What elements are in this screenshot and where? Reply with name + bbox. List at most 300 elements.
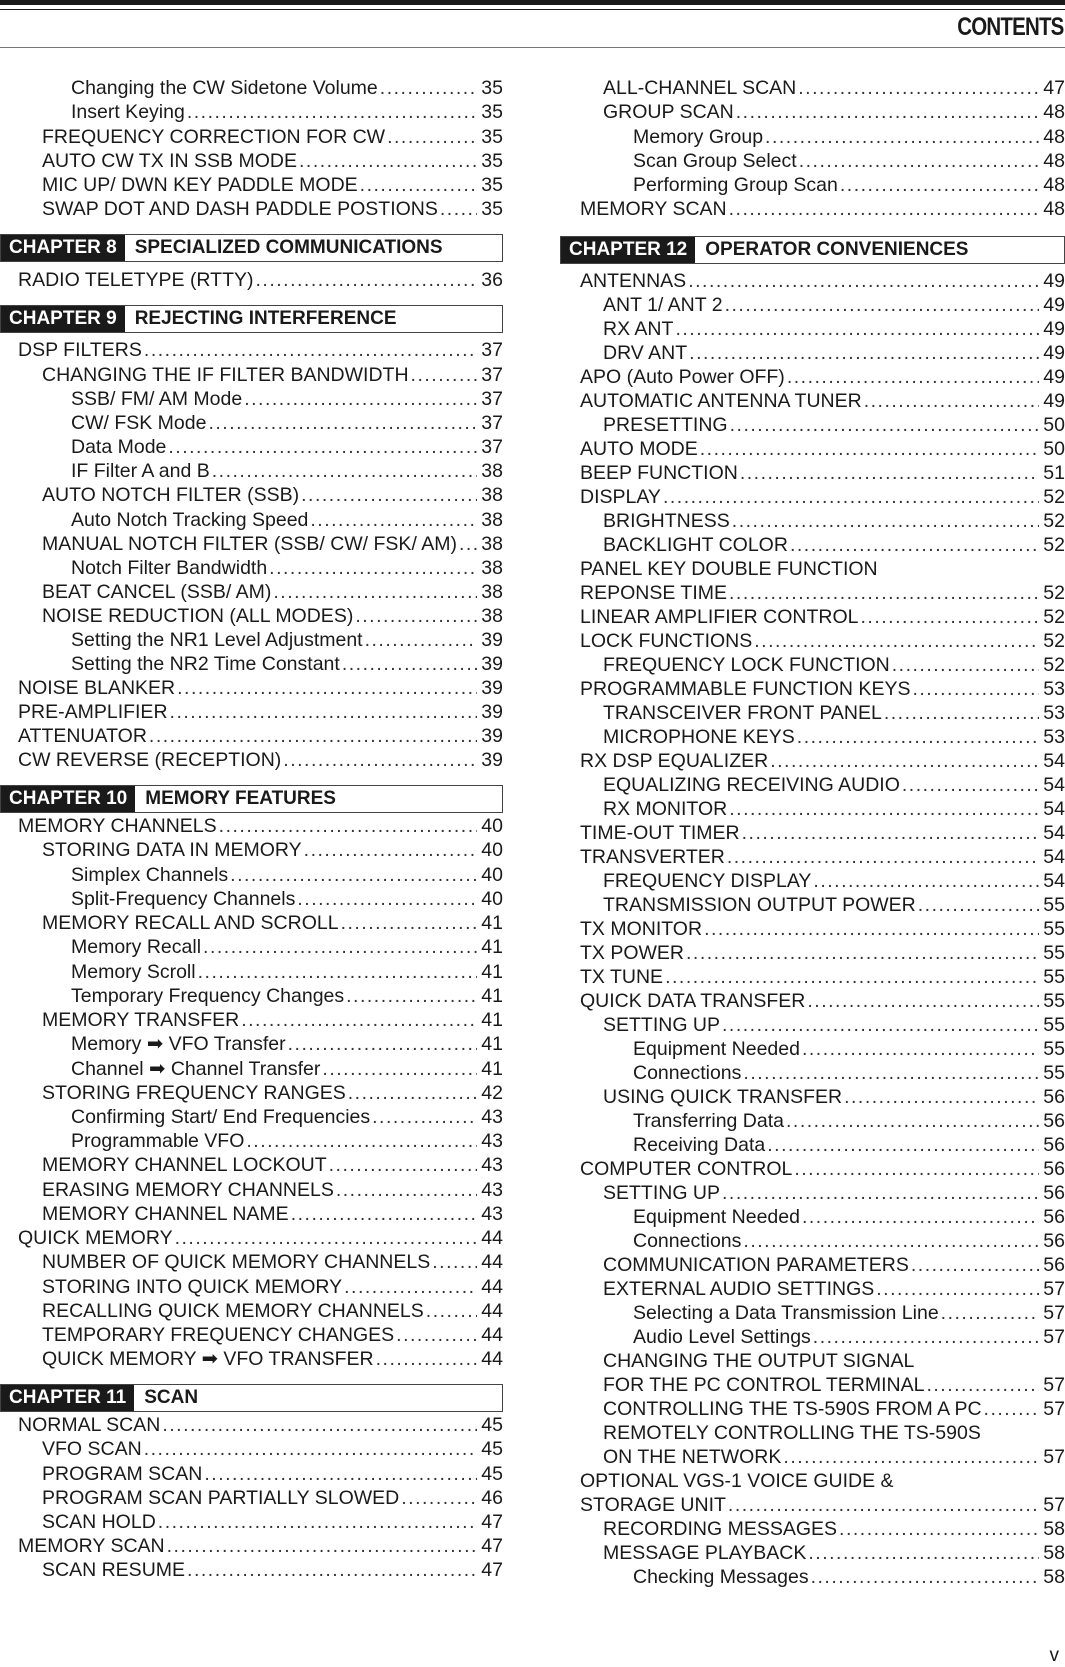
- toc-entry[interactable]: [560, 941, 1065, 965]
- toc-entry[interactable]: [560, 437, 1065, 461]
- leader-dots: [360, 173, 477, 197]
- toc-entry-title: DSP FILTERS: [18, 339, 142, 361]
- toc-page-number: 56: [1043, 1254, 1065, 1276]
- toc-entry-title: TX TUNE: [580, 966, 664, 988]
- toc-page-number: 42: [481, 1082, 503, 1104]
- toc-entry[interactable]: [0, 1462, 503, 1486]
- toc-entry-title: Scan Group Select: [633, 150, 797, 172]
- toc-page-number: 54: [1043, 798, 1065, 820]
- toc-entry[interactable]: [560, 149, 1065, 173]
- toc-entry[interactable]: [560, 1325, 1065, 1349]
- toc-page-number: 44: [481, 1300, 503, 1322]
- chapter-title: SCAN: [144, 1387, 199, 1408]
- toc-entry[interactable]: [0, 1178, 503, 1202]
- toc-entry-title: Setting the NR2 Time Constant: [71, 653, 340, 675]
- chapter-title: MEMORY FEATURES: [145, 788, 336, 809]
- leader-dots: [219, 814, 477, 838]
- toc-entry-title: Memory Recall: [71, 936, 202, 958]
- leader-dots: [675, 317, 1039, 341]
- toc-page-number: 47: [481, 1559, 503, 1581]
- toc-entry[interactable]: [560, 821, 1065, 845]
- toc-entry[interactable]: [560, 725, 1065, 749]
- toc-entry[interactable]: [0, 1250, 503, 1274]
- toc-entry[interactable]: [0, 1486, 503, 1510]
- toc-entry-title: CONTROLLING THE TS-590S FROM A PC: [603, 1398, 982, 1420]
- toc-entry[interactable]: [560, 1493, 1065, 1517]
- toc-entry[interactable]: [0, 1299, 503, 1323]
- toc-page-number: 45: [481, 1463, 503, 1485]
- toc-entry-title: Changing the CW Sidetone Volume: [71, 77, 378, 99]
- toc-entry[interactable]: [0, 1347, 503, 1371]
- toc-entry-title: CHANGING THE IF FILTER BANDWIDTH: [42, 364, 409, 386]
- leader-dots: [722, 1013, 1039, 1037]
- toc-page-number: 37: [481, 364, 503, 386]
- toc-entry[interactable]: [0, 604, 503, 628]
- toc-page-number: 55: [1043, 894, 1065, 916]
- toc-entry[interactable]: [560, 629, 1065, 653]
- toc-entry[interactable]: [0, 1057, 503, 1081]
- toc-page-number: 57: [1043, 1446, 1065, 1468]
- toc-entry-title: STORING DATA IN MEMORY: [42, 839, 302, 861]
- toc-page-number: 38: [481, 557, 503, 579]
- page-title: CONTENTS: [956, 13, 1063, 41]
- toc-entry[interactable]: [560, 341, 1065, 365]
- toc-entry[interactable]: [0, 935, 503, 959]
- leader-dots: [440, 197, 477, 221]
- toc-page-number: 48: [1043, 198, 1065, 220]
- toc-entry[interactable]: [0, 838, 503, 862]
- toc-entry-title: PRESETTING: [603, 414, 728, 436]
- toc-entry[interactable]: [0, 100, 503, 124]
- leader-dots: [283, 748, 477, 772]
- toc-entry[interactable]: [0, 556, 503, 580]
- toc-entry[interactable]: [560, 1277, 1065, 1301]
- leader-dots: [802, 1037, 1039, 1061]
- leader-dots: [396, 1323, 477, 1347]
- leader-dots: [984, 1397, 1039, 1421]
- toc-entry[interactable]: [560, 677, 1065, 701]
- toc-entry[interactable]: [0, 268, 503, 292]
- leader-dots: [844, 1085, 1039, 1109]
- toc-entry-title: REPONSE TIME: [580, 582, 728, 604]
- toc-page-number: 41: [481, 936, 503, 958]
- toc-page-number: 44: [481, 1276, 503, 1298]
- leader-dots: [273, 580, 477, 604]
- toc-entry[interactable]: [560, 1181, 1065, 1205]
- leader-dots: [840, 173, 1039, 197]
- toc-entry[interactable]: [560, 485, 1065, 509]
- toc-page-number: 48: [1043, 174, 1065, 196]
- toc-entry[interactable]: [0, 724, 503, 748]
- toc-entry[interactable]: [560, 1397, 1065, 1421]
- toc-entry[interactable]: [560, 893, 1065, 917]
- toc-page-number: 57: [1043, 1494, 1065, 1516]
- toc-page-number: 56: [1043, 1182, 1065, 1204]
- toc-entry[interactable]: [0, 125, 503, 149]
- toc-entry[interactable]: [560, 1205, 1065, 1229]
- toc-entry[interactable]: [560, 581, 1065, 605]
- toc-page-number: 52: [1043, 510, 1065, 532]
- leader-dots: [204, 1462, 477, 1486]
- toc-entry[interactable]: [560, 173, 1065, 197]
- toc-entry-title: Receiving Data: [633, 1134, 766, 1156]
- toc-entry[interactable]: [0, 1510, 503, 1534]
- toc-entry[interactable]: [560, 1013, 1065, 1037]
- toc-entry-title: Auto Notch Tracking Speed: [71, 509, 309, 531]
- toc-entry[interactable]: [560, 125, 1065, 149]
- toc-entry-title: LINEAR AMPLIFIER CONTROL: [580, 606, 859, 628]
- toc-entry-title: ANT 1/ ANT 2: [603, 294, 723, 316]
- toc-entry[interactable]: [560, 845, 1065, 869]
- toc-entry[interactable]: [560, 701, 1065, 725]
- toc-entry-title: PRE-AMPLIFIER: [18, 701, 168, 723]
- chapter-heading: [0, 1384, 503, 1412]
- leader-dots: [729, 197, 1039, 221]
- leader-dots: [241, 1008, 477, 1032]
- leader-dots: [158, 1510, 477, 1534]
- leader-dots: [813, 869, 1039, 893]
- toc-entry[interactable]: [0, 197, 503, 221]
- toc-entry-title: Notch Filter Bandwidth: [71, 557, 268, 579]
- chapter-number: CHAPTER 10: [1, 786, 135, 812]
- toc-page-number: 50: [1043, 438, 1065, 460]
- toc-page-number: 37: [481, 339, 503, 361]
- toc-entry[interactable]: [560, 653, 1065, 677]
- toc-entry[interactable]: [0, 363, 503, 387]
- toc-entry-title: BEAT CANCEL (SSB/ AM): [42, 581, 272, 603]
- toc-entry[interactable]: [0, 984, 503, 1008]
- leader-dots: [208, 411, 477, 435]
- toc-entry[interactable]: [560, 1565, 1065, 1589]
- toc-page-number: 47: [481, 1535, 503, 1557]
- toc-entry-title: SETTING UP: [603, 1014, 721, 1036]
- toc-entry[interactable]: [0, 76, 503, 100]
- toc-page-number: 56: [1043, 1230, 1065, 1252]
- leader-dots: [740, 461, 1039, 485]
- toc-entry[interactable]: [0, 1008, 503, 1032]
- leader-dots: [269, 556, 477, 580]
- toc-page-number: 52: [1043, 534, 1065, 556]
- toc-page-number: 46: [481, 1487, 503, 1509]
- toc-entry[interactable]: [560, 1517, 1065, 1541]
- toc-page-number: 53: [1043, 678, 1065, 700]
- leader-dots: [918, 893, 1039, 917]
- toc-page-number: 38: [481, 509, 503, 531]
- toc-entry[interactable]: [0, 338, 503, 362]
- toc-entry[interactable]: [0, 676, 503, 700]
- toc-page-number: 35: [481, 198, 503, 220]
- toc-entry-title: TX POWER: [580, 942, 685, 964]
- toc-page-number: 55: [1043, 918, 1065, 940]
- toc-page-number: 55: [1043, 990, 1065, 1012]
- toc-entry[interactable]: [560, 461, 1065, 485]
- toc-entry[interactable]: [0, 483, 503, 507]
- leader-dots: [344, 1275, 477, 1299]
- leader-dots: [794, 1157, 1039, 1181]
- toc-entry[interactable]: [560, 269, 1065, 293]
- toc-entry-title: PROGRAMMABLE FUNCTION KEYS: [580, 678, 911, 700]
- toc-page-number: 52: [1043, 606, 1065, 628]
- toc-entry[interactable]: [0, 1032, 503, 1056]
- toc-entry-title: Equipment Needed: [633, 1206, 800, 1228]
- toc-entry[interactable]: [560, 533, 1065, 557]
- toc-entry[interactable]: [0, 1202, 503, 1226]
- toc-page-number: 37: [481, 388, 503, 410]
- toc-entry-title: PROGRAM SCAN PARTIALLY SLOWED: [42, 1487, 400, 1509]
- toc-entry[interactable]: [0, 508, 503, 532]
- toc-entry[interactable]: [0, 960, 503, 984]
- toc-page-number: 57: [1043, 1278, 1065, 1300]
- toc-entry[interactable]: [560, 1373, 1065, 1397]
- toc-page-number: 49: [1043, 294, 1065, 316]
- toc-entry[interactable]: [560, 1421, 1065, 1445]
- leader-dots: [722, 1181, 1039, 1205]
- toc-entry[interactable]: [0, 149, 503, 173]
- toc-page-number: 44: [481, 1324, 503, 1346]
- toc-entry[interactable]: [560, 1109, 1065, 1133]
- toc-entry-title: TEMPORARY FREQUENCY CHANGES: [42, 1324, 395, 1346]
- toc-page-number: 47: [481, 1511, 503, 1533]
- toc-entry[interactable]: [560, 317, 1065, 341]
- toc-entry-title: Connections: [633, 1230, 742, 1252]
- toc-page-number: 37: [481, 436, 503, 458]
- toc-page-number: 48: [1043, 126, 1065, 148]
- leader-dots: [212, 459, 477, 483]
- top-rule-thin: [0, 9, 1065, 10]
- toc-entry[interactable]: [560, 293, 1065, 317]
- toc-entry-title: STORING FREQUENCY RANGES: [42, 1082, 346, 1104]
- leader-dots: [770, 749, 1039, 773]
- toc-entry[interactable]: [0, 652, 503, 676]
- toc-entry[interactable]: [560, 197, 1065, 221]
- chapter-heading: [0, 234, 503, 262]
- toc-entry[interactable]: [560, 605, 1065, 629]
- toc-entry[interactable]: [560, 1253, 1065, 1277]
- chapter-heading: [0, 305, 503, 333]
- toc-page-number: 55: [1043, 942, 1065, 964]
- leader-dots: [341, 911, 477, 935]
- toc-entry-title: MEMORY CHANNEL LOCKOUT: [42, 1154, 327, 1176]
- toc-page-number: 56: [1043, 1134, 1065, 1156]
- toc-entry-title: Memory Scroll: [71, 961, 196, 983]
- toc-page-number: 43: [481, 1130, 503, 1152]
- leader-dots: [689, 341, 1039, 365]
- toc-page-number: 39: [481, 725, 503, 747]
- toc-entry-title: Connections: [633, 1062, 742, 1084]
- leader-dots: [742, 821, 1039, 845]
- leader-dots: [144, 1437, 477, 1461]
- toc-page-number: 44: [481, 1348, 503, 1370]
- toc-page-number: 57: [1043, 1398, 1065, 1420]
- leader-dots: [864, 389, 1039, 413]
- toc-page-number: 54: [1043, 822, 1065, 844]
- toc-entry[interactable]: [560, 1037, 1065, 1061]
- toc-entry[interactable]: [0, 387, 503, 411]
- toc-entry-title: PROGRAM SCAN: [42, 1463, 203, 1485]
- toc-entry[interactable]: [560, 1301, 1065, 1325]
- toc-entry[interactable]: [560, 1157, 1065, 1181]
- toc-entry[interactable]: [0, 814, 503, 838]
- leader-dots: [665, 965, 1039, 989]
- toc-entry[interactable]: [560, 1061, 1065, 1085]
- chapter-number: CHAPTER 8: [1, 235, 125, 261]
- toc-entry-title: PANEL KEY DOUBLE FUNCTION: [580, 558, 878, 580]
- toc-entry[interactable]: [560, 1469, 1065, 1493]
- toc-page-number: 52: [1043, 486, 1065, 508]
- toc-page-number: 53: [1043, 726, 1065, 748]
- toc-entry[interactable]: [560, 365, 1065, 389]
- toc-entry[interactable]: [0, 700, 503, 724]
- toc-entry[interactable]: [0, 1323, 503, 1347]
- toc-page-number: 39: [481, 749, 503, 771]
- toc-entry[interactable]: [560, 749, 1065, 773]
- toc-entry[interactable]: [0, 863, 503, 887]
- chapter-heading: [0, 785, 503, 813]
- leader-dots: [926, 1373, 1039, 1397]
- toc-entry[interactable]: [0, 628, 503, 652]
- leader-dots: [765, 125, 1039, 149]
- toc-page-number: 57: [1043, 1374, 1065, 1396]
- toc-page-number: 55: [1043, 1038, 1065, 1060]
- toc-page-number: 49: [1043, 366, 1065, 388]
- toc-entry[interactable]: [0, 1129, 503, 1153]
- toc-page-number: 56: [1043, 1110, 1065, 1132]
- leader-dots: [203, 935, 477, 959]
- leader-dots: [892, 653, 1039, 677]
- toc-page-number: 56: [1043, 1206, 1065, 1228]
- toc-page-number: 38: [481, 581, 503, 603]
- toc-entry-title: FOR THE PC CONTROL TERMINAL: [603, 1374, 925, 1396]
- toc-entry[interactable]: [0, 1153, 503, 1177]
- toc-entry-title: REMOTELY CONTROLLING THE TS-590S: [603, 1422, 981, 1444]
- leader-dots: [401, 1486, 477, 1510]
- toc-page-number: 35: [481, 101, 503, 123]
- toc-entry-title: FREQUENCY LOCK FUNCTION: [603, 654, 890, 676]
- toc-entry[interactable]: [560, 965, 1065, 989]
- toc-entry[interactable]: [0, 435, 503, 459]
- toc-entry[interactable]: [560, 1349, 1065, 1373]
- leader-dots: [732, 509, 1039, 533]
- toc-entry[interactable]: [0, 459, 503, 483]
- toc-page-number: 35: [481, 150, 503, 172]
- toc-entry[interactable]: [0, 532, 503, 556]
- leader-dots: [802, 1205, 1039, 1229]
- toc-entry[interactable]: [560, 773, 1065, 797]
- toc-entry-title: RX MONITOR: [603, 798, 728, 820]
- toc-entry[interactable]: [560, 1541, 1065, 1565]
- toc-entry[interactable]: [0, 1558, 503, 1582]
- toc-page-number: 52: [1043, 654, 1065, 676]
- toc-entry[interactable]: [0, 411, 503, 435]
- leader-dots: [187, 1558, 477, 1582]
- toc-entry-title: STORAGE UNIT: [580, 1494, 726, 1516]
- toc-entry[interactable]: [560, 869, 1065, 893]
- toc-page-number: 40: [481, 864, 503, 886]
- toc-entry-title: COMMUNICATION PARAMETERS: [603, 1254, 909, 1276]
- toc-entry[interactable]: [0, 1226, 503, 1250]
- toc-entry-title: VFO SCAN: [42, 1438, 142, 1460]
- toc-entry[interactable]: [560, 389, 1065, 413]
- chapter-number: CHAPTER 9: [1, 306, 125, 332]
- toc-entry-title: Transferring Data: [633, 1110, 785, 1132]
- leader-dots: [799, 149, 1039, 173]
- leader-dots: [387, 125, 477, 149]
- toc-entry[interactable]: [0, 1105, 503, 1129]
- leader-dots: [426, 1299, 477, 1323]
- toc-entry[interactable]: [0, 911, 503, 935]
- toc-entry-title: MEMORY RECALL AND SCROLL: [42, 912, 339, 934]
- leader-dots: [372, 1105, 477, 1129]
- toc-entry[interactable]: [560, 557, 1065, 581]
- toc-entry-title: MEMORY CHANNELS: [18, 815, 217, 837]
- toc-entry[interactable]: [0, 887, 503, 911]
- toc-page-number: 54: [1043, 750, 1065, 772]
- toc-entry[interactable]: [560, 989, 1065, 1013]
- toc-entry-title: Equipment Needed: [633, 1038, 800, 1060]
- leader-dots: [162, 1413, 477, 1437]
- toc-entry[interactable]: [0, 1413, 503, 1437]
- leader-dots: [346, 984, 477, 1008]
- toc-entry[interactable]: [560, 797, 1065, 821]
- toc-entry[interactable]: [560, 1133, 1065, 1157]
- toc-page-number: 53: [1043, 702, 1065, 724]
- toc-entry-title: CW REVERSE (RECEPTION): [18, 749, 282, 771]
- toc-entry[interactable]: [560, 413, 1065, 437]
- leader-dots: [839, 1517, 1039, 1541]
- toc-entry-title: TRANSVERTER: [580, 846, 725, 868]
- toc-entry-title: SETTING UP: [603, 1182, 721, 1204]
- toc-entry-title: Memory Group: [633, 126, 764, 148]
- toc-entry-title: ANTENNAS: [580, 270, 687, 292]
- toc-entry-title: QUICK DATA TRANSFER: [580, 990, 806, 1012]
- toc-entry-title: DISPLAY: [580, 486, 661, 508]
- toc-page-number: 40: [481, 888, 503, 910]
- toc-entry[interactable]: [560, 76, 1065, 100]
- toc-page-number: 57: [1043, 1302, 1065, 1324]
- toc-entry-title: STORING INTO QUICK MEMORY: [42, 1276, 343, 1298]
- toc-entry[interactable]: [0, 1081, 503, 1105]
- toc-entry[interactable]: [560, 1085, 1065, 1109]
- toc-entry[interactable]: [560, 100, 1065, 124]
- leader-dots: [902, 773, 1039, 797]
- toc-entry-title: AUTO NOTCH FILTER (SSB): [42, 484, 300, 506]
- toc-entry[interactable]: [0, 1534, 503, 1558]
- leader-dots: [177, 676, 477, 700]
- toc-entry[interactable]: [0, 1437, 503, 1461]
- leader-dots: [787, 365, 1039, 389]
- toc-entry[interactable]: [0, 748, 503, 772]
- toc-page-number: 39: [481, 677, 503, 699]
- toc-entry-title: SSB/ FM/ AM Mode: [71, 388, 243, 410]
- toc-entry-title: BEEP FUNCTION: [580, 462, 738, 484]
- toc-entry[interactable]: [560, 509, 1065, 533]
- toc-entry-title: MICROPHONE KEYS: [603, 726, 795, 748]
- leader-dots: [912, 677, 1039, 701]
- toc-entry[interactable]: [560, 1445, 1065, 1469]
- toc-entry[interactable]: [0, 173, 503, 197]
- toc-page-number: 41: [481, 1058, 503, 1080]
- toc-page-number: 43: [481, 1154, 503, 1176]
- leader-dots: [230, 863, 477, 887]
- toc-entry[interactable]: [0, 1275, 503, 1299]
- leader-dots: [459, 532, 477, 556]
- toc-entry[interactable]: [560, 1229, 1065, 1253]
- toc-entry[interactable]: [0, 580, 503, 604]
- toc-page-number: 54: [1043, 846, 1065, 868]
- leader-dots: [355, 604, 477, 628]
- toc-entry[interactable]: [560, 917, 1065, 941]
- toc-page-number: 47: [1043, 77, 1065, 99]
